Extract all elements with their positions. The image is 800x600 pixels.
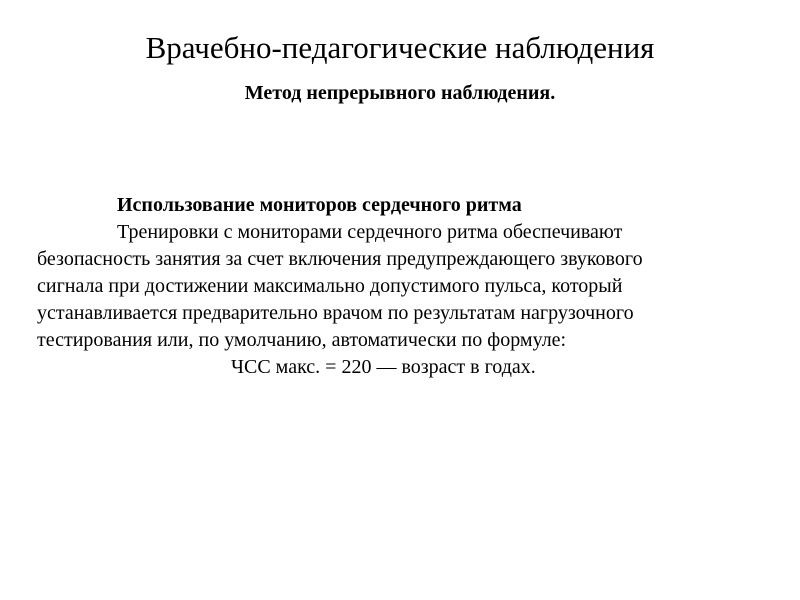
paragraph-line: тестирования или, по умолчанию, автоматически по формуле:	[37, 329, 567, 351]
slide-title: Врачебно-педагогические наблюдения	[145, 30, 655, 65]
paragraph-line: устанавливается предварительно врачом по результатам нагрузочного	[37, 302, 634, 324]
section-heading: Использование мониторов сердечного ритма	[117, 194, 522, 216]
heart-rate-formula: ЧСС макс. = 220 — возраст в годах.	[231, 356, 536, 378]
slide-subtitle: Метод непрерывного наблюдения.	[244, 82, 556, 104]
paragraph-line: Тренировки с мониторами сердечного ритма обеспечивают	[117, 221, 623, 243]
paragraph-line: безопасность занятия за счет включения предупреждающего звукового	[37, 248, 643, 270]
paragraph-line: сигнала при достижении максимально допустимого пульса, который	[37, 275, 623, 297]
slide-body	[37, 192, 777, 381]
